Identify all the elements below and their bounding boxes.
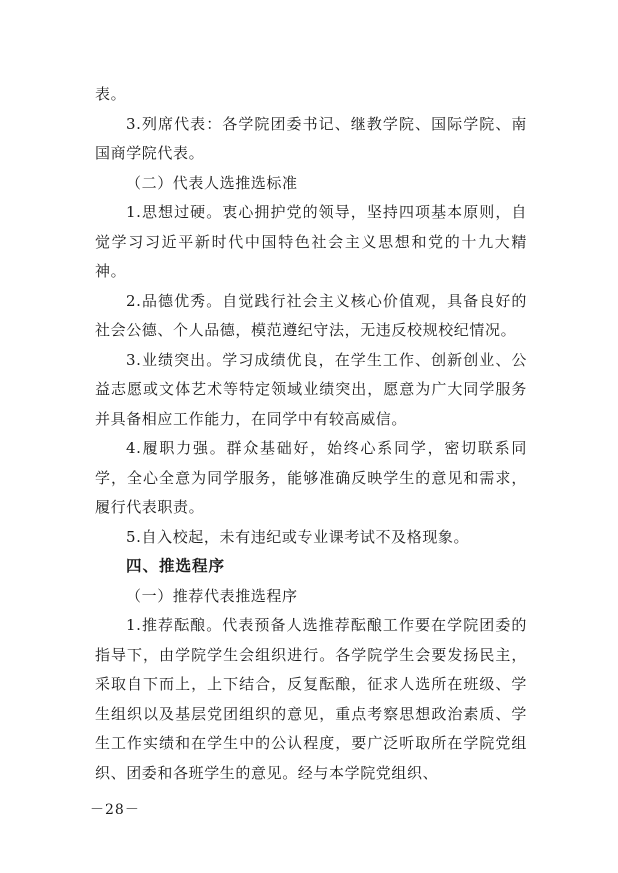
subsection-heading: （一）推荐代表推选程序 [126,586,298,605]
body-paragraph: 2.品德优秀。自觉践行社会主义核心价值观，具备良好的社会公德、个人品德，模范遵纪守法，无违反校规校纪情况。 [95,291,527,339]
body-paragraph: 3.业绩突出。学习成绩优良，在学生工作、创新创业、公益志愿或文体艺术等特定领域业绩突出，愿意为广大同学服务并具备相应工作能力，在同学中有较高威信。 [95,350,527,428]
body-paragraph: 5.自入校起，未有违纪或专业课考试不及格现象。 [126,527,470,546]
section-heading: 四、推选程序 [126,557,226,575]
body-paragraph: 3.列席代表：各学院团委书记、继教学院、国际学院、南国商学院代表。 [95,114,527,162]
subsection-heading: （二）代表人选推选标准 [126,173,298,192]
document-body [95,80,527,788]
body-paragraph: 4.履职力强。群众基础好，始终心系同学，密切联系同学，全心全意为同学服务，能够准确反映学生的意见和需求，履行代表职责。 [95,439,527,516]
body-paragraph: 1.思想过硬。衷心拥护党的领导，坚持四项基本原则，自觉学习习近平新时代中国特色社会主义思想和党的十九大精神。 [95,203,527,280]
page-number: －28－ [90,802,140,818]
body-paragraph: 1.推荐酝酿。代表预备人选推荐酝酿工作要在学院团委的指导下，由学院学生会组织进行。各学院学生会要发扬民主，采取自下而上，上下结合，反复酝酿，征求人选所在班级、学生组织以及基层党团组织的意见，重点考察思想政治素质、学生工作实绩和在学生中的公认程度，要广泛听取所在学院党组织、团委和各班学生的意见。经与本学院党组织、 [95,616,527,782]
body-paragraph: 表。 [95,85,127,103]
